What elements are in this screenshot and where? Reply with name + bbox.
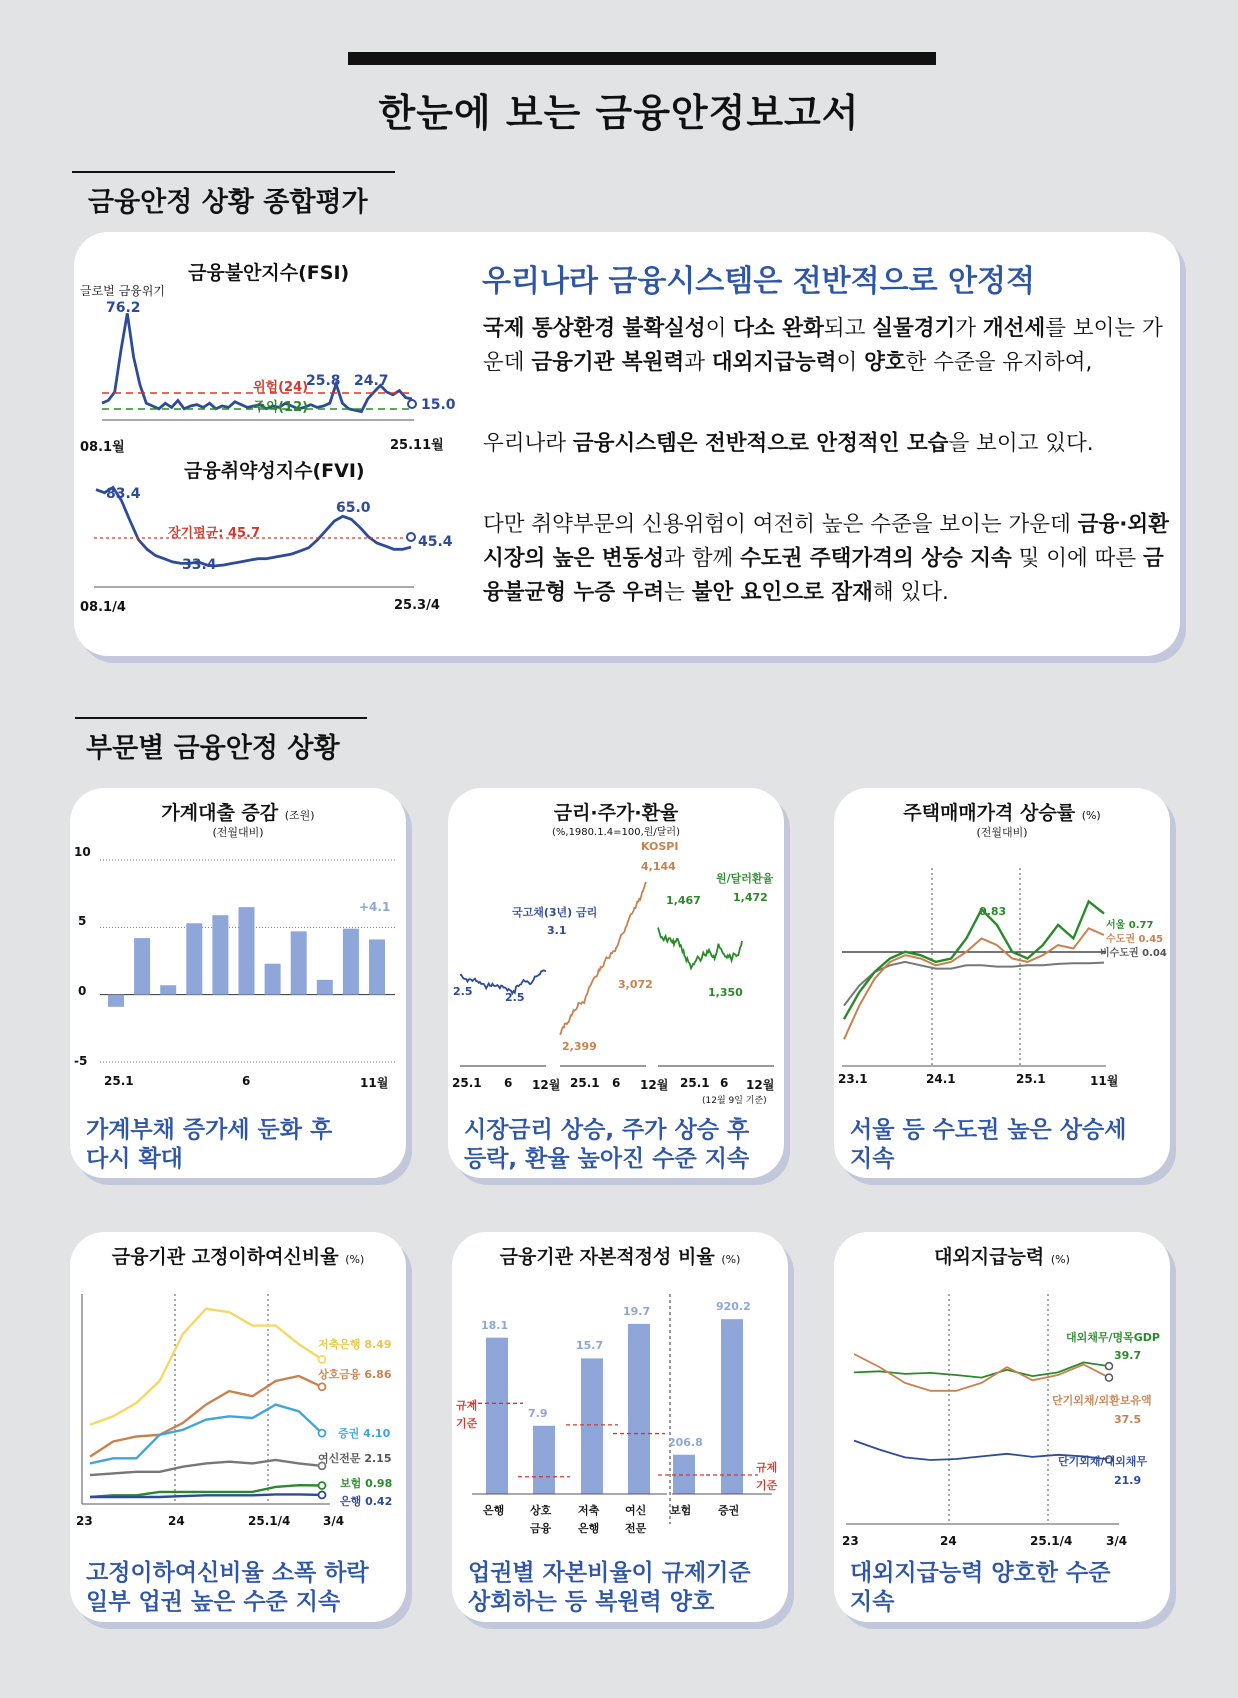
- text-run: 우리나라: [483, 431, 573, 456]
- text-run: 과 함께: [664, 546, 741, 571]
- capital-category: [578, 1502, 599, 1538]
- kospi-name: KOSPI: [641, 840, 679, 853]
- capital-bar: [673, 1455, 695, 1494]
- fsi-last-label: 15.0: [421, 397, 456, 413]
- overview-paragraph-2: [483, 427, 1183, 461]
- x-tick: 3/4: [1106, 1534, 1128, 1548]
- short-debt-reserves-value: 37.5: [1114, 1413, 1142, 1426]
- external-title: 대외지급능력 (%): [934, 1246, 1070, 1268]
- capital-category: [670, 1502, 691, 1520]
- npl-label: 여신전문 2.15: [318, 1452, 392, 1465]
- fvi-start-tick: 08.1/4: [80, 600, 126, 615]
- capital-value-label: 7.9: [528, 1406, 548, 1420]
- capital-category-label: 은행: [578, 1522, 600, 1535]
- npl-end-marker: [319, 1482, 326, 1489]
- household-caption: 가계부채 증가세 둔화 후 다시 확대: [86, 1117, 333, 1172]
- text-run: 되고: [823, 316, 873, 341]
- household-title: 가계대출 증감 (조원): [161, 802, 315, 824]
- fx-line: [658, 928, 742, 969]
- text-run: 국제 통상환경 불확실성: [483, 316, 706, 341]
- fvi-chart: [74, 232, 434, 602]
- overview-headline: 우리나라 금융시스템은 전반적으로 안정적: [482, 264, 1035, 299]
- capital-category-label: 증권: [718, 1504, 740, 1517]
- household-bar: [134, 938, 150, 995]
- fsi-start-tick: 08.1월: [80, 440, 125, 455]
- fx-name: 원/달러환율: [716, 872, 774, 885]
- household-bar: [212, 915, 228, 994]
- seoul-line: [844, 901, 1104, 1019]
- seoul-label: 서울 0.77: [1106, 920, 1154, 931]
- overview-paragraph-1: [483, 312, 1183, 380]
- market-subtitle: (%,1980.1.4=100,원/달러): [551, 827, 680, 838]
- fvi-peak-label: 65.0: [336, 500, 371, 516]
- npl-card: [70, 1232, 406, 1622]
- text-run: 이: [836, 350, 865, 375]
- bond-line: [460, 970, 546, 993]
- npl-label: 증권 4.10: [338, 1427, 391, 1440]
- fvi-average-label: 장기평균: 45.7: [168, 526, 261, 541]
- market-chart: [448, 788, 784, 1078]
- external-end-marker: [1106, 1363, 1113, 1370]
- x-tick: 12월: [746, 1078, 775, 1092]
- capital-category: [530, 1502, 551, 1538]
- household-bar: [291, 931, 307, 994]
- household-bar: [239, 907, 255, 995]
- x-tick: 11월: [360, 1076, 389, 1090]
- fx-end-label: 1,472: [733, 891, 768, 904]
- text-run: 대외지급능력: [711, 350, 837, 375]
- capital-value-label: 18.1: [481, 1318, 509, 1332]
- fx-start-label: 1,467: [666, 894, 701, 907]
- fvi-end-marker: [407, 533, 415, 541]
- capital-bar: [628, 1324, 650, 1494]
- npl-label: 저축은행 8.49: [318, 1338, 392, 1351]
- text-run: 를 보이는 가운데: [483, 316, 1163, 375]
- text-run: 양호: [864, 350, 906, 375]
- capital-category: [483, 1502, 504, 1520]
- section-divider: [75, 717, 367, 719]
- capital-caption: 업권별 자본비율이 규제기준 상회하는 등 복원력 양호: [468, 1560, 751, 1615]
- fsi-title: 금융불안지수(FSI): [188, 262, 350, 284]
- text-run: 해 있다.: [872, 580, 949, 605]
- kospi-end-label: 4,144: [641, 860, 676, 873]
- capital-category-label: 전문: [625, 1522, 647, 1535]
- capital-category-label: 여신: [625, 1504, 647, 1517]
- npl-end-marker: [319, 1491, 326, 1498]
- household-bar: [265, 964, 281, 995]
- text-run: 한 수준을 유지하여,: [905, 350, 1093, 375]
- capital-value-label: 920.2: [716, 1300, 751, 1314]
- x-tick: 24.1: [926, 1072, 956, 1086]
- y-tick: 5: [78, 914, 87, 928]
- x-tick: 25.1: [570, 1076, 600, 1090]
- npl-label: 상호금융 6.86: [318, 1368, 392, 1381]
- y-tick: 0: [78, 984, 87, 998]
- text-run: 및 이에 따른: [1011, 546, 1143, 571]
- x-tick: 23.1: [838, 1072, 868, 1086]
- capital-category-label: 보험: [670, 1504, 692, 1517]
- npl-series-line: [90, 1460, 322, 1475]
- npl-end-marker: [319, 1356, 326, 1363]
- capital-value-label: 206.8: [668, 1435, 703, 1449]
- x-tick: 6: [242, 1074, 251, 1088]
- y-tick: 10: [74, 845, 91, 859]
- text-run: 가: [955, 316, 983, 341]
- external-card: [834, 1232, 1170, 1622]
- household-bar: [108, 995, 124, 1007]
- market-card: [448, 788, 784, 1178]
- text-run: 다만 취약부문의 신용위험이 여전히 높은 수준을 보이는 가운데: [483, 512, 1078, 537]
- fsi-value-1: 25.8: [306, 373, 341, 389]
- text-run: 금융기관 복원력: [531, 350, 685, 375]
- household-chart: [70, 848, 406, 1028]
- text-run: 금융불균형 누증 우려: [483, 546, 1164, 605]
- nonmetro-label: 비수도권 0.04: [1100, 948, 1167, 959]
- bond-start-label: 2.5: [453, 985, 473, 998]
- capital-category-label: 금융: [530, 1522, 552, 1535]
- capital-category-label: 상호: [530, 1504, 552, 1517]
- fsi-peak-label: 76.2: [106, 300, 141, 316]
- text-run: 이: [705, 316, 734, 341]
- capital-category-label: 은행: [483, 1504, 505, 1517]
- bond-end-label: 3.1: [547, 924, 567, 937]
- x-tick: 25.1: [452, 1076, 482, 1090]
- x-tick: 24: [940, 1534, 957, 1548]
- x-tick: 25.1/4: [1030, 1534, 1073, 1548]
- kospi-mid-label: 3,072: [618, 978, 653, 991]
- x-tick: 6: [612, 1076, 621, 1090]
- external-debt-value: 39.7: [1114, 1349, 1142, 1362]
- regulation-label: 규제 기준: [456, 1399, 478, 1430]
- x-tick: 3/4: [323, 1514, 345, 1528]
- text-run: 불안 요인으로 잠재: [691, 580, 873, 605]
- household-bar: [343, 929, 359, 995]
- y-tick: -5: [74, 1054, 88, 1068]
- household-bar: [186, 923, 202, 994]
- capital-value-label: 15.7: [576, 1339, 604, 1353]
- npl-end-marker: [319, 1430, 326, 1437]
- market-caption: 시장금리 상승, 주가 상승 후 등락, 환율 높아진 수준 지속: [464, 1117, 750, 1172]
- capital-category: [718, 1502, 739, 1520]
- x-tick: 23: [842, 1534, 859, 1548]
- section-title-sectors: 부문별 금융안정 상황: [86, 733, 340, 764]
- fvi-end-tick: 25.3/4: [394, 598, 440, 613]
- short-debt-share-value: 21.9: [1114, 1474, 1142, 1487]
- capital-value-label: 19.7: [623, 1304, 651, 1318]
- x-tick: 25.1: [1016, 1072, 1046, 1086]
- npl-caption: 고정이하여신비율 소폭 하락 일부 업권 높은 수준 지속: [86, 1560, 369, 1615]
- regulation-label: 규제 기준: [756, 1461, 778, 1492]
- npl-label: 은행 0.42: [340, 1495, 393, 1508]
- market-note: (12월 9일 기준): [702, 1096, 767, 1106]
- overview-paragraph-3: [483, 508, 1183, 610]
- household-bar: [160, 985, 176, 994]
- household-bar: [317, 980, 333, 995]
- text-run: 을 보이고 있다.: [948, 431, 1094, 456]
- x-tick: 25.1: [104, 1074, 134, 1088]
- metro-label: 수도권 0.45: [1106, 934, 1164, 945]
- text-run: 수도권 주택가격의 상승 지속: [740, 546, 1012, 571]
- x-tick: 25.1: [680, 1076, 710, 1090]
- fsi-end-tick: 25.11월: [390, 438, 444, 453]
- capital-card: [452, 1232, 788, 1622]
- fsi-danger-label: 위험(24): [253, 380, 309, 395]
- external-caption: 대외지급능력 양호한 수준 지속: [850, 1560, 1111, 1615]
- x-tick: 12월: [532, 1078, 561, 1092]
- capital-bar: [486, 1338, 508, 1494]
- text-run: 실물경기: [872, 316, 956, 341]
- metro-line: [844, 928, 1104, 1039]
- text-run: 는: [664, 580, 692, 605]
- text-run: 금융시스템은 전반적으로 안정적인 모습: [572, 431, 949, 456]
- capital-category-label: 저축: [578, 1504, 600, 1517]
- bond-name: 국고채(3년) 금리: [512, 906, 598, 919]
- fx-min-label: 1,350: [708, 986, 743, 999]
- npl-series-line: [90, 1376, 322, 1457]
- fvi-min-label: 33.4: [182, 557, 217, 573]
- fsi-crisis-label: 글로벌 금융위기: [80, 284, 165, 298]
- x-tick: 6: [504, 1076, 513, 1090]
- housing-caption: 서울 등 수도권 높은 상승세 지속: [850, 1117, 1127, 1172]
- housing-card: [834, 788, 1170, 1178]
- capital-category: [625, 1502, 646, 1538]
- text-run: 다소 완화: [733, 316, 824, 341]
- capital-bar: [533, 1426, 555, 1494]
- fvi-title: 금융취약성지수(FVI): [184, 460, 365, 482]
- x-tick: 23: [76, 1514, 93, 1528]
- x-tick: 25.1/4: [248, 1514, 291, 1528]
- kospi-start-label: 2,399: [562, 1040, 597, 1053]
- x-tick: 6: [720, 1076, 729, 1090]
- capital-title: 금융기관 자본적정성 비율 (%): [499, 1246, 741, 1268]
- npl-label: 보험 0.98: [340, 1477, 393, 1490]
- npl-title: 금융기관 고정이하여신비율 (%): [111, 1246, 365, 1268]
- housing-subtitle: (전월대비): [976, 826, 1028, 839]
- short-debt-share-name: 단기외채/대외채무: [1058, 1455, 1148, 1468]
- section-divider: [72, 171, 395, 173]
- fvi-first-label: 83.4: [106, 486, 141, 502]
- npl-series-line: [90, 1405, 322, 1464]
- x-tick: 11월: [1090, 1074, 1119, 1088]
- fsi-caution-label: 주의(12): [253, 400, 309, 415]
- housing-title: 주택매매가격 상승률 (%): [903, 802, 1101, 824]
- text-run: 금융·외환시장의 높은 변동성: [483, 512, 1169, 571]
- x-tick: 12월: [640, 1078, 669, 1092]
- housing-peak-label: 0.83: [979, 905, 1007, 918]
- external-chart: [834, 1232, 1170, 1542]
- household-card: [70, 788, 406, 1178]
- text-run: 과: [684, 350, 712, 375]
- title-bar: [348, 52, 936, 65]
- household-bar: [369, 939, 385, 994]
- short-debt-reserves-name: 단기외채/외환보유액: [1052, 1394, 1152, 1407]
- household-subtitle: (전월대비): [212, 826, 264, 839]
- fvi-last-label: 45.4: [418, 534, 453, 550]
- fsi-value-2: 24.7: [354, 373, 389, 389]
- capital-bar: [581, 1358, 603, 1494]
- external-debt-name: 대외채무/명목GDP: [1066, 1331, 1160, 1344]
- market-title: 금리·주가·환율: [553, 802, 679, 824]
- section-title-overview: 금융안정 상황 종합평가: [88, 187, 368, 218]
- household-last-label: +4.1: [359, 900, 391, 914]
- text-run: 개선세: [982, 316, 1046, 341]
- capital-bar: [721, 1319, 743, 1494]
- external-end-marker: [1106, 1374, 1113, 1381]
- x-tick: 24: [168, 1514, 185, 1528]
- page-title: 한눈에 보는 금융안정보고서: [378, 91, 860, 135]
- capital-chart: [452, 1232, 788, 1532]
- npl-end-marker: [319, 1383, 326, 1390]
- bond-min-label: 2.5: [505, 991, 525, 1004]
